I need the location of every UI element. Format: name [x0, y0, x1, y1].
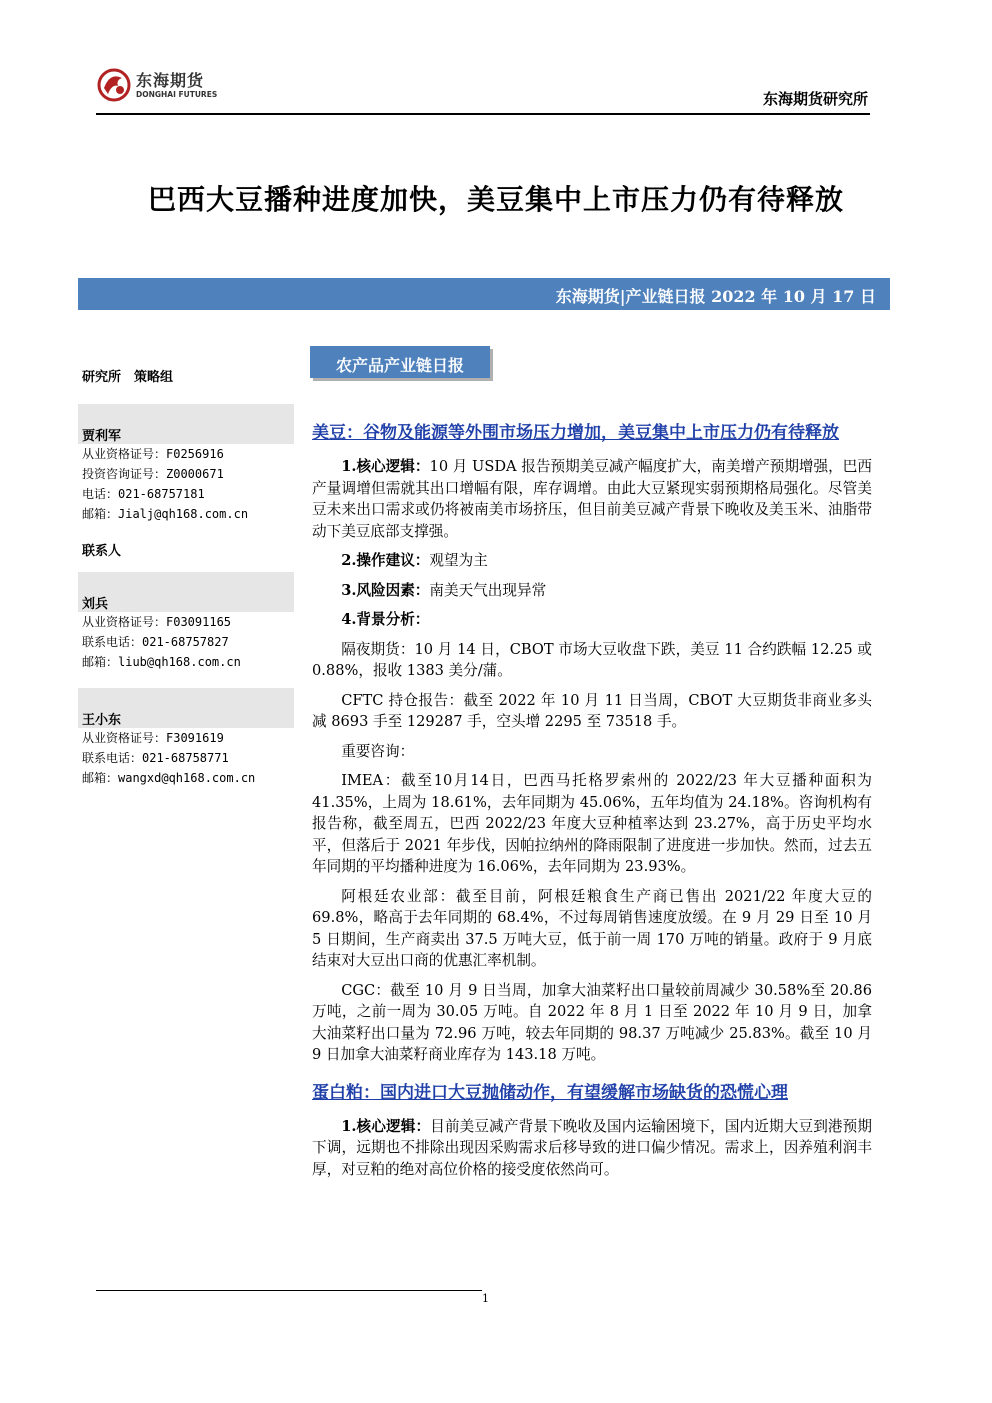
analyst-consulting-cert: 投资咨询证号：Z0000671	[82, 467, 224, 481]
background-label: 4.背景分析：	[341, 611, 430, 628]
contact-phone: 联系电话：021-68757827	[82, 635, 229, 649]
analyst-qualification: 从业资格证号：F0256916	[82, 447, 224, 461]
contact-block-2	[78, 688, 294, 788]
dragon-logo-icon	[96, 66, 132, 104]
page-number: 1	[482, 1292, 489, 1305]
banner-text: 东海期货|产业链日报 2022 年 10 月 17 日	[555, 287, 876, 306]
section-tag-text: 农产品产业链日报	[335, 356, 464, 375]
header-divider	[96, 113, 870, 115]
report-banner	[78, 278, 890, 310]
risk-label: 3.风险因素：	[341, 581, 430, 599]
section-title-soybean: 美豆：谷物及能源等外围市场压力增加，美豆集中上市压力仍有待释放	[312, 423, 839, 443]
logo-chinese-name: 东海期货	[136, 71, 205, 90]
operation-text: 观望为主	[429, 552, 488, 569]
logo-english-name: DONGHAI FUTURES	[136, 90, 218, 99]
contact-email: 邮箱：wangxd@qh168.com.cn	[82, 771, 256, 785]
contact-name: 王小东	[82, 713, 122, 728]
analyst-block	[78, 404, 294, 524]
cgc-paragraph: CGC：截至 10 月 9 日当周，加拿大油菜籽出口量较前周减少 30.58%至 20.86 万吨，之前一周为 30.05 万吨。自 2022 年 8 月 1 日至 2022 年 10 月 9 日，加拿大油菜籽出口量为 72.96 万吨，较去年同期的 98.37 万吨减少 25.83%。截至 10 月 9 日加拿大油菜籽商业库存为 143.18 万吨。	[312, 981, 872, 1063]
section-title-meal: 蛋白粕：国内进口大豆抛储动作，有望缓解市场缺货的恐慌心理	[312, 1082, 788, 1103]
core-logic-text: 10 月 USDA 报告预期美豆减产幅度扩大，南美增产预期增强，巴西产量调增但需就其出口增幅有限，库存调增。由此大豆紧现实弱预期格局强化。尽管美豆未来出口需求或仍将被南美市场挤压，但目前美豆减产背景下晚收及美玉米、油脂带动下美豆底部支撑强。	[312, 458, 872, 540]
department-label: 研究所 策略组	[82, 370, 174, 385]
core-logic-paragraph	[312, 456, 872, 542]
background-analysis-heading	[312, 609, 872, 631]
contact-name-bar	[78, 572, 294, 612]
analyst-phone: 电话：021-68757181	[82, 487, 205, 501]
risk-text: 南美天气出现异常	[429, 581, 547, 599]
cftc-paragraph: CFTC 持仓报告：截至 2022 年 10 月 11 日当周，CBOT 大豆期货非商业多头减 8693 手至 129287 手，空头增 2295 至 73518 手。	[312, 691, 872, 730]
contact-qualification: 从业资格证号：F03091165	[82, 615, 232, 629]
institute-name: 东海期货研究所	[762, 90, 868, 108]
contacts-label: 联系人	[82, 544, 122, 559]
core-logic-label: 1.核心逻辑：	[341, 458, 430, 475]
analyst-email: 邮箱：Jialj@qh168.com.cn	[82, 507, 249, 521]
contact-qualification: 从业资格证号：F3091619	[82, 731, 224, 745]
meal-core-logic-label: 1.核心逻辑：	[341, 1117, 431, 1135]
analyst-name: 贾利军	[82, 429, 122, 444]
meal-core-logic-paragraph	[312, 1116, 872, 1181]
contact-email: 邮箱：liub@qh168.com.cn	[82, 655, 241, 669]
risk-factors	[312, 580, 872, 602]
contact-block-1	[78, 572, 294, 672]
analyst-name-bar	[78, 404, 294, 444]
argentina-paragraph: 阿根廷农业部：截至目前，阿根廷粮食生产商已售出 2021/22 年度大豆的 69.8%，略高于去年同期的 68.4%，不过每周销售速度放缓。在 9 月 29 日至 10 月 5 日期间，生产商卖出 37.5 万吨大豆，低于前一周 170 万吨的销量。政府于 9 月底结束对大豆出口商的优惠汇率机制。	[312, 887, 872, 969]
contact-phone: 联系电话：021-68758771	[82, 751, 229, 765]
operation-advice	[312, 550, 872, 572]
key-news-heading: 重要咨询：	[341, 742, 415, 760]
contact-name: 刘兵	[82, 597, 109, 612]
imea-paragraph: IMEA：截至10月14日，巴西马托格罗索州的 2022/23 年大豆播种面积为 41.35%，上周为 18.61%，去年同期为 45.06%，五年均值为 24.18%。咨询机构有报告称，截至周五，巴西 2022/23 年度大豆种植率达到 23.27%，高于历史平均水平，但落后于 2021 年步伐，因帕拉纳州的降雨限制了进度进一步加快。然而，过去五年同期的平均播种进度为 16.06%，去年同期为 23.93%。	[312, 772, 872, 875]
company-logo	[96, 66, 236, 106]
section-tag	[310, 346, 490, 378]
meal-core-logic-text: 目前美豆减产背景下晚收及国内运输困境下，国内近期大豆到港预期下调，远期也不排除出现因采购需求后移导致的进口偏少情况。需求上，因养殖利润丰厚，对豆粕的绝对高位价格的接受度依然尚可。	[312, 1117, 872, 1178]
contact-name-bar	[78, 688, 294, 728]
report-title: 巴西大豆播种进度加快，美豆集中上市压力仍有待释放	[147, 183, 844, 216]
operation-label: 2.操作建议：	[341, 552, 430, 569]
report-content	[312, 420, 872, 1188]
overnight-futures-paragraph: 隔夜期货：10 月 14 日，CBOT 市场大豆收盘下跌，美豆 11 合约跌幅 12.25 或 0.88%，报收 1383 美分/蒲。	[312, 640, 872, 679]
footer-divider	[96, 1290, 482, 1291]
